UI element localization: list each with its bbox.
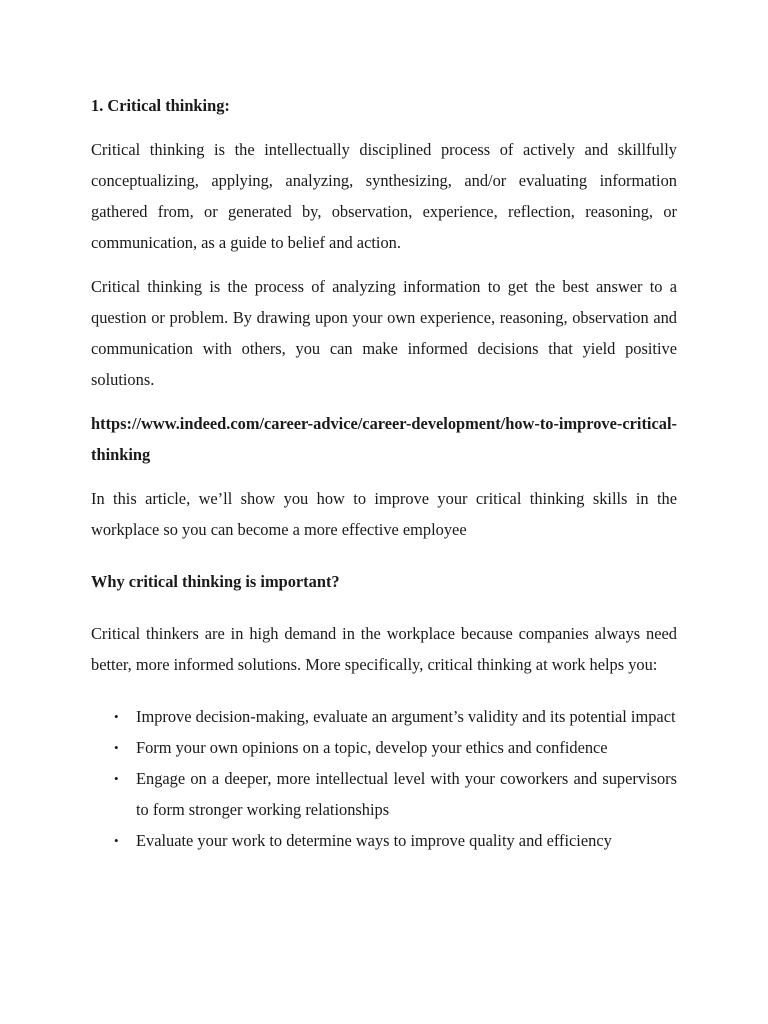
source-url: https://www.indeed.com/career-advice/career-development/how-to-improve-critical-thinking — [91, 414, 677, 464]
list-item: • Improve decision-making, evaluate an argument’s validity and its potential impact — [136, 701, 677, 732]
definition-paragraph: Critical thinking is the intellectually disciplined process of actively and skillfully conceptualizing, applying, analyzing, synthesizing, and/or evaluating information gathered from, or generated by, observation, experience, reflection, reasoning, or communication, as a guide to belief and action. — [91, 140, 677, 252]
list-item: • Form your own opinions on a topic, develop your ethics and confidence — [136, 732, 677, 763]
section-heading-critical-thinking: 1. Critical thinking: — [91, 96, 230, 115]
list-item: • Engage on a deeper, more intellectual level with your coworkers and supervisors to form stronger working relationships — [136, 763, 677, 825]
benefits-list — [91, 701, 677, 856]
section-heading-importance: Why critical thinking is important? — [91, 572, 340, 591]
article-intro-paragraph: In this article, we’ll show you how to improve your critical thinking skills in the workplace so you can become a more effective employee — [91, 489, 677, 539]
process-paragraph: Critical thinking is the process of analyzing information to get the best answer to a question or problem. By drawing upon your own experience, reasoning, observation and communication with others, you can make informed decisions that yield positive solutions. — [91, 277, 677, 389]
importance-paragraph: Critical thinkers are in high demand in the workplace because companies always need better, more informed solutions. More specifically, critical thinking at work helps you: — [91, 624, 677, 674]
list-item: • Evaluate your work to determine ways to improve quality and efficiency — [136, 825, 677, 856]
